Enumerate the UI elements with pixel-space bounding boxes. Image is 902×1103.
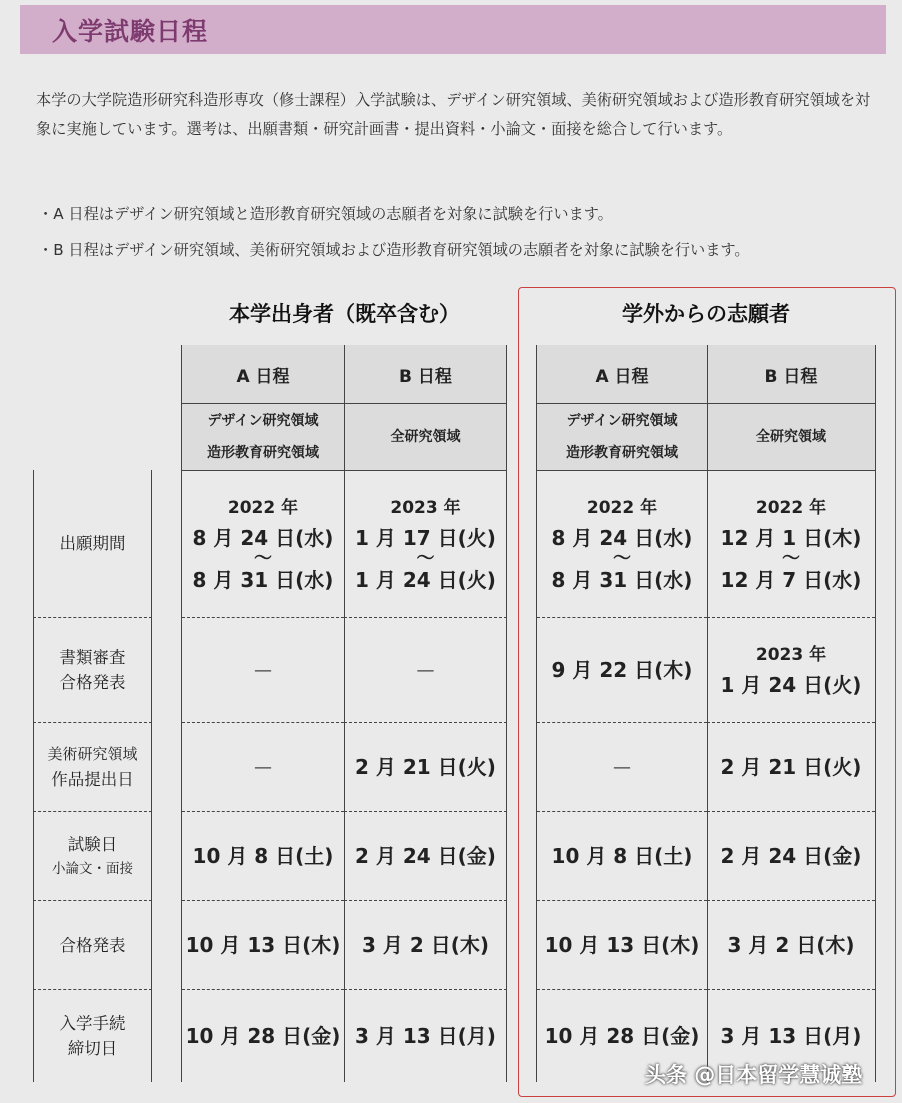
date-text: 3 月 13 日(月) [355, 1024, 496, 1048]
intro-paragraph: 本学の大学院造形研究科造形専攻（修士課程）入学試験は、デザイン研究領域、美術研究領域および造形教育研究領域を対象に実施しています。選考は、出願書類・研究計画書・提出資料・小論文・面接を総合して行います。 [36, 91, 871, 138]
year-text: 2022 年 [755, 497, 827, 518]
row-label-text: 締切日 [67, 1039, 118, 1058]
cell-works-internal-b [344, 723, 507, 812]
cell-results-external-b [707, 901, 875, 990]
not-applicable-dash: — [254, 659, 272, 681]
tilde-symbol: 〜 [416, 547, 435, 569]
date-to: 1 月 24 日(火) [355, 567, 496, 592]
header-external-a [537, 345, 707, 403]
date-text: 3 月 13 日(月) [720, 1024, 862, 1048]
scope-internal-a [182, 403, 344, 470]
date-text: 10 月 13 日(木) [544, 933, 700, 957]
row-label-text: 書類審査 [59, 648, 126, 667]
cell-exam-internal-a [182, 812, 344, 901]
cell-screening-internal-b [344, 618, 507, 723]
date-text: 10 月 28 日(金) [185, 1024, 341, 1048]
section-title-bar [20, 5, 886, 54]
date-text: 2 月 21 日(火) [355, 755, 496, 779]
cell-exam-internal-b [344, 812, 507, 901]
schedule-name: A 日程 [236, 366, 290, 387]
date-text: 2 月 24 日(金) [720, 844, 862, 868]
cell-screening-external-b [707, 618, 875, 723]
date-to: 12 月 7 日(水) [720, 567, 862, 592]
date-from: 1 月 17 日(火) [355, 525, 496, 550]
note-a-schedule: ・A 日程はデザイン研究領域と造形教育研究領域の志願者を対象に試験を行います。 [38, 205, 613, 223]
date-text: 10 月 8 日(土) [192, 844, 334, 868]
cell-deadline-internal-b [344, 990, 507, 1082]
cell-screening-external-a [537, 618, 707, 723]
year-text: 2022 年 [586, 497, 658, 518]
source-watermark: 头条 @日本留学慧诚塾 [645, 1063, 863, 1087]
row-label-text: 出願期間 [59, 534, 126, 553]
date-text: 10 月 28 日(金) [544, 1024, 700, 1048]
row-label-document-screening [33, 618, 152, 723]
scope-line: デザイン研究領域 [566, 412, 678, 429]
date-text: 2 月 21 日(火) [720, 755, 862, 779]
tilde-symbol: 〜 [254, 547, 272, 569]
date-from: 12 月 1 日(木) [720, 525, 862, 550]
cell-period-internal-b [344, 470, 507, 618]
cell-works-internal-a [182, 723, 344, 812]
year-text: 2023 年 [390, 497, 461, 518]
cell-period-external-b [707, 470, 875, 618]
year-text: 2022 年 [227, 497, 299, 518]
cell-results-internal-a [182, 901, 344, 990]
date-from: 8 月 24 日(水) [551, 525, 693, 550]
scope-external-b [707, 403, 875, 470]
row-label-text: 美術研究領域 [47, 745, 138, 763]
cell-results-internal-b [344, 901, 507, 990]
cell-period-internal-a [182, 470, 344, 618]
note-b-schedule: ・B 日程はデザイン研究領域、美術研究領域および造形教育研究領域の志願者を対象に試験を行います。 [38, 241, 750, 259]
not-applicable-dash: — [416, 659, 435, 681]
cell-results-external-a [537, 901, 707, 990]
date-text: 10 月 13 日(木) [185, 933, 341, 957]
cell-screening-internal-a [182, 618, 344, 723]
date-text: 10 月 8 日(土) [551, 844, 693, 868]
cell-period-external-a [537, 470, 707, 618]
not-applicable-dash: — [254, 756, 272, 778]
row-label-results [33, 901, 152, 990]
scope-line: デザイン研究領域 [207, 412, 319, 429]
header-divider [537, 403, 875, 404]
header-internal-a [182, 345, 344, 403]
cell-exam-external-b [707, 812, 875, 901]
cell-works-external-a [537, 723, 707, 812]
row-label-subtext: 小論文・面接 [52, 860, 133, 877]
row-label-text: 合格発表 [59, 935, 126, 955]
schedule-notes [38, 196, 888, 268]
date-text: 3 月 2 日(木) [361, 933, 489, 957]
scope-external-a [537, 403, 707, 470]
scope-line: 造形教育研究領域 [566, 444, 678, 461]
scope-internal-b [344, 403, 507, 470]
date-from: 8 月 24 日(水) [192, 525, 334, 550]
tilde-symbol: 〜 [613, 547, 631, 569]
not-applicable-dash: — [613, 756, 631, 778]
header-internal-b [344, 345, 507, 403]
schedule-name: A 日程 [595, 366, 649, 387]
date-text: 9 月 22 日(木) [551, 658, 693, 682]
date-to: 8 月 31 日(水) [192, 567, 334, 592]
row-label-enrollment-deadline [33, 990, 152, 1082]
row-label-works-submission [33, 723, 152, 812]
row-label-text: 合格発表 [59, 673, 126, 692]
row-label-text: 試験日 [67, 834, 118, 854]
row-label-text: 入学手続 [59, 1014, 126, 1033]
row-label-text: 作品提出日 [51, 770, 134, 789]
tilde-symbol: 〜 [782, 547, 800, 569]
scope-line: 全研究領域 [390, 428, 461, 445]
date-text: 3 月 2 日(木) [727, 933, 855, 957]
schedule-name: B 日程 [399, 366, 452, 387]
cell-deadline-internal-a [182, 990, 344, 1082]
year-text: 2023 年 [755, 645, 827, 665]
scope-line: 全研究領域 [756, 428, 826, 445]
scope-line: 造形教育研究領域 [207, 444, 319, 461]
cell-works-external-b [707, 723, 875, 812]
page-title: 入学試験日程 [52, 16, 209, 46]
cell-exam-external-a [537, 812, 707, 901]
external-group-title: 学外からの志願者 [622, 302, 790, 326]
schedule-name: B 日程 [764, 366, 818, 387]
internal-group-title: 本学出身者（既卒含む） [229, 302, 460, 326]
date-text: 1 月 24 日(火) [720, 673, 862, 697]
row-label-exam-date [33, 812, 152, 901]
date-text: 2 月 24 日(金) [355, 844, 496, 868]
header-external-b [707, 345, 875, 403]
row-label-application-period [33, 470, 152, 618]
date-to: 8 月 31 日(水) [551, 567, 693, 592]
table-vline [875, 345, 876, 1082]
